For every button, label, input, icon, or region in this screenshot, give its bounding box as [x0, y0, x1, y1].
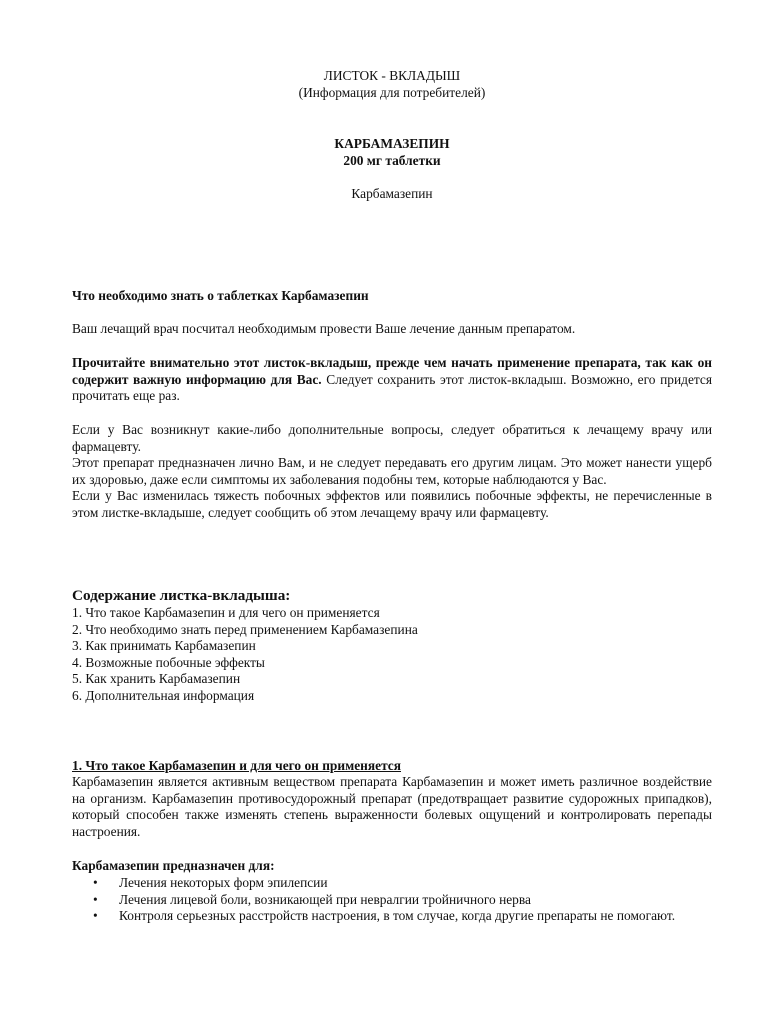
- intro-paragraph-2-rest: Следует сохранить этот листок-вкладыш. Возможно, его придется прочитать еще раз.: [72, 371, 713, 404]
- indication-text: Лечения некоторых форм эпилепсии: [119, 875, 328, 890]
- indication-text: Контроля серьезных расстройств настроения, в том случае, когда другие препараты не помогают.: [119, 908, 676, 924]
- intro-paragraphs-group: [72, 422, 712, 522]
- intro-paragraph-5: Если у Вас изменилась тяжесть побочных эффектов или появились побочные эффекты, не перечисленные в этом листке-вкладыше, следует сообщить об этом лечащему врачу или фармацевту.: [72, 488, 712, 520]
- intro-paragraph-2-bold: Прочитайте внимательно этот листок-вкладыш, прежде чем начать применение препарата, так как он содержит важную информацию для Вас.: [72, 355, 712, 387]
- leaflet-title: ЛИСТОК - ВКЛАДЫШ: [323, 68, 461, 83]
- contents-item: 5. Как хранить Карбамазепин: [72, 671, 241, 687]
- intro-paragraph-2: [72, 355, 712, 405]
- intro-paragraph-4: Этот препарат предназначен лично Вам, и не следует передавать его другим лицам. Это может нанести ущерб их здоровью, даже если симптомы их заболевания подобны тем, которые наблюдаются у Вас.: [72, 455, 712, 487]
- section-1-paragraph: Карбамазепин является активным веществом препарата Карбамазепин и может иметь различное воздействие на организм. Карбамазепин противосудорожный препарат (предотвращает развитие судорожных припадков), который способен также изменять степень выраженности болевых ощущений и контролировать перепады настроения.: [72, 774, 712, 839]
- intro-heading: Что необходимо знать о таблетках Карбамазепин: [72, 288, 369, 303]
- intro-paragraph-3: Если у Вас возникнут какие-либо дополнительные вопросы, следует обратиться к лечащему врачу или фармацевту.: [72, 422, 712, 454]
- drug-inn: Карбамазепин: [351, 186, 433, 201]
- bullet-icon: •: [93, 891, 98, 907]
- contents-item: 4. Возможные побочные эффекты: [72, 654, 265, 670]
- indications-list: [72, 875, 712, 925]
- document-page: [72, 0, 712, 1024]
- contents-item: 3. Как принимать Карбамазепин: [72, 638, 256, 654]
- leaflet-subtitle: (Информация для потребителей): [298, 84, 486, 100]
- contents-item: 1. Что такое Карбамазепин и для чего он применяется: [72, 605, 380, 620]
- section-1-heading: 1. Что такое Карбамазепин и для чего он применяется: [72, 758, 401, 773]
- list-item: [72, 892, 712, 909]
- contents-heading: Содержание листка-вкладыша:: [72, 587, 291, 604]
- contents-list: [72, 605, 712, 705]
- indications-heading: Карбамазепин предназначен для:: [72, 858, 275, 873]
- leaflet-header: [72, 68, 712, 101]
- contents-item: 6. Дополнительная информация: [72, 687, 255, 703]
- drug-dosage: 200 мг таблетки: [343, 152, 441, 168]
- drug-name: КАРБАМАЗЕПИН: [334, 136, 450, 151]
- intro-paragraph-1: Ваш лечащий врач посчитал необходимым провести Ваше лечение данным препаратом.: [72, 321, 576, 336]
- bullet-icon: •: [93, 908, 98, 924]
- list-item: [72, 875, 712, 892]
- drug-title-block: [72, 136, 712, 169]
- list-item: [72, 908, 712, 925]
- indication-text: Лечения лицевой боли, возникающей при невралгии тройничного нерва: [119, 891, 531, 907]
- bullet-icon: •: [93, 875, 98, 890]
- contents-item: 2. Что необходимо знать перед применением Карбамазепина: [72, 621, 418, 637]
